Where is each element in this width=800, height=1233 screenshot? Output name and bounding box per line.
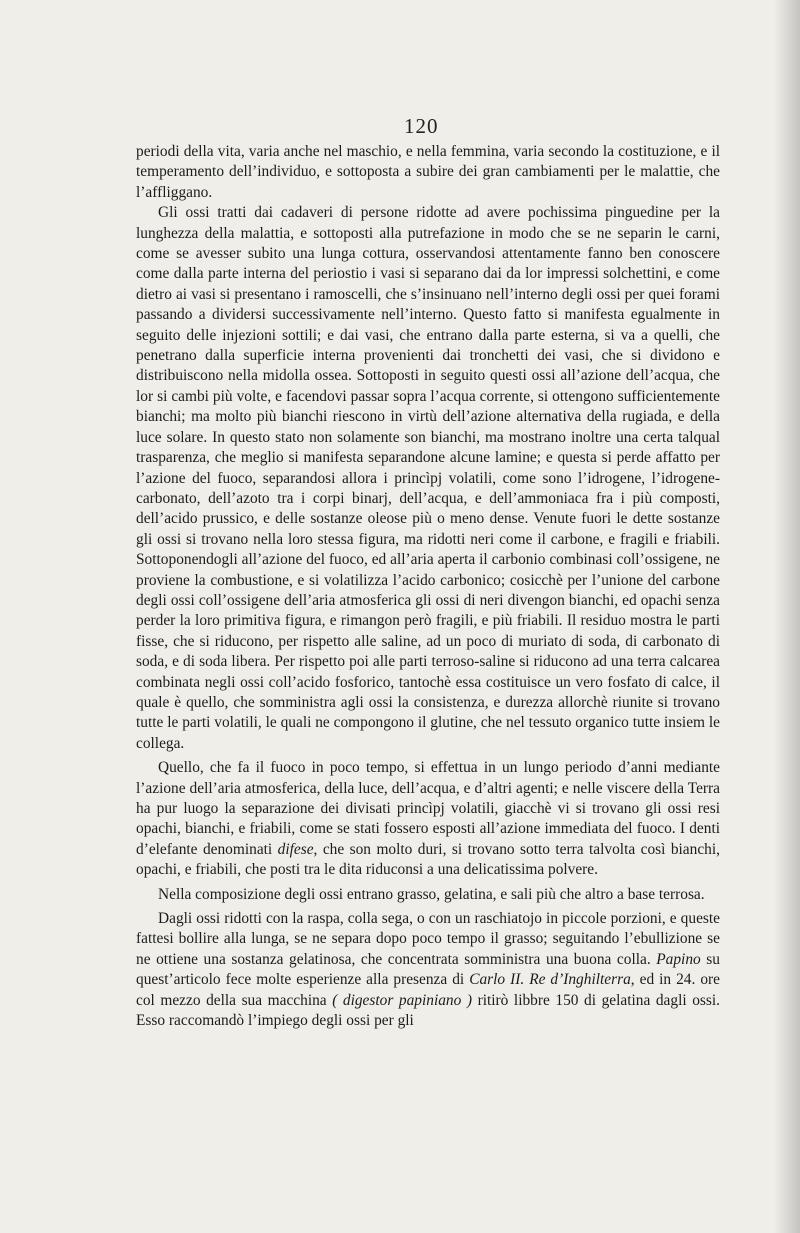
italic-text-segment: Papino — [656, 950, 701, 968]
text-segment: ritirò libbre 150 di gelatina dagli ossi. Esso raccomandò l’impiego degli ossi per gli — [136, 991, 720, 1030]
paragraph — [136, 909, 720, 1031]
paragraph — [136, 758, 720, 880]
paragraph — [136, 142, 720, 203]
text-segment: Gli ossi tratti dai cadaveri di persone ridotte ad avere pochissima pinguedine per la lunghezza della malattia, e sottoposti alla putrefazione in modo che se ne separin le carni, come se avesser subito una lunga cottura, osservandosi attentamente fanno ben conoscere come dalla parte interna del periostio i vasi si separano dai da lor impressi solchettini, e come dietro ai vasi si presentano i ramoscelli, che s’insinuano nell’interno degli ossi per quei forami passando a dividersi successivamente nell’interno. Questo fatto si manifesta egualmente in seguito delle injezioni sottili; e dai vasi, che entrano dalla parte esterna, si va a quelli, che penetrano dalla superficie interna provenienti dai tronchetti dei vasi, che si dividono e distribuiscono nella midolla ossea. Sottoposti in seguito questi ossi all’azione dell’acqua, che lor si cambi più volte, e facendovi passar sopra l’acqua corrente, si ottengono sufficientemente bianchi; ma molto più bianchi riescono in virtù dell’azione alternativa della rugiada, e della luce solare. In questo stato non solamente son bianchi, ma mostrano inoltre una certa talqual trasparenza, che meglio si manifesta separandone alcune lamine; e questa si perde affatto per l’azione del fuoco, separandosi allora i princìpj volatili, come sono l’idrogene, l’idrogene-carbonato, dell’azoto tra i corpi binarj, dell’acqua, e dell’ammoniaca fra i più composti, dell’acido prussico, e delle sostanze oleose più o meno dense. Venute fuori le dette sostanze gli ossi si trovano nella loro stessa figura, ma ridotti neri come il carbone, e fragili e friabili. Sottoponendogli all’azione del fuoco, ed all’aria aperta il carbonio combinasi coll’ossigene, ne proviene la combustione, e si volatilizza l’acido carbonico; cosicchè per l’unione del carbone degli ossi coll’ossigene dell’aria atmosferica gli ossi di neri divengon bianchi, ed opachi senza perder la loro primitiva figura, e rimangon però fragili, e più friabili. Il residuo mostra le parti fisse, che si riducono, per rispetto alle saline, ad un poco di muriato di soda, di carbonato di soda, e di soda libera. Per rispetto poi alle parti terroso-saline si riducono ad una terra calcarea combinata negli ossi coll’acido fosforico, tantochè essa costituisce un vero fosfato di calce, il quale è quello, che somministra agli ossi la consistenza, e durezza allorchè riunite si trovano tutte le parti volatili, le quali ne compongono il glutine, che nel tessuto organico tutte insiem le collega. — [136, 204, 720, 752]
paragraph — [136, 203, 720, 754]
text-segment: Dagli ossi ridotti con la raspa, colla sega, o con un raschiatojo in piccole porzioni, e queste fattesi bollire alla lunga, se ne separa dopo poco tempo il grasso; seguitando l’ebullizione se ne ottiene una sostanza gelatinosa, che concentrata somministra una buona colla. — [136, 910, 720, 968]
text-segment: su quest’articolo fece molte esperienze alla presenza di — [136, 950, 720, 989]
text-segment: , ed in 24. ore col mezzo della sua macchina — [136, 971, 720, 1009]
text-segment: Nella composizione degli ossi entrano grasso, gelatina, e sali più che altro a base terrosa. — [158, 885, 705, 903]
text-segment: , che son molto duri, si trovano sotto terra talvolta così bianchi, opachi, e friabili, che posti tra le dita riduconsi a una delicatissima polvere. — [136, 840, 720, 879]
italic-text-segment: difese — [277, 840, 314, 858]
body-text — [136, 142, 720, 1031]
page-edge-shadow — [774, 0, 800, 1233]
text-segment: periodi della vita, varia anche nel maschio, e nella femmina, varia secondo la costituzione, e il temperamento dell’individuo, e sottoposta a subire dei gran cambiamenti per le malattie, che l’affliggano. — [136, 143, 720, 201]
page-number: 120 — [404, 114, 439, 138]
text-segment: Quello, che fa il fuoco in poco tempo, si effettua in un lungo periodo d’anni mediante l’azione dell’aria atmosferica, della luce, dell’acqua, e d’altri agenti; e nelle viscere della Terra ha pur luogo la separazione dei divisati princìpj volatili, giacchè vi si trovano gli ossi resi opachi, bianchi, e friabili, come se stati fossero esposti all’azione immediata del fuoco. I denti d’elefante denominati — [136, 759, 720, 858]
italic-text-segment: ( digestor papiniano ) — [332, 991, 473, 1009]
italic-text-segment: Carlo II. Re d’Inghilterra — [469, 971, 631, 989]
paragraph — [136, 885, 720, 905]
